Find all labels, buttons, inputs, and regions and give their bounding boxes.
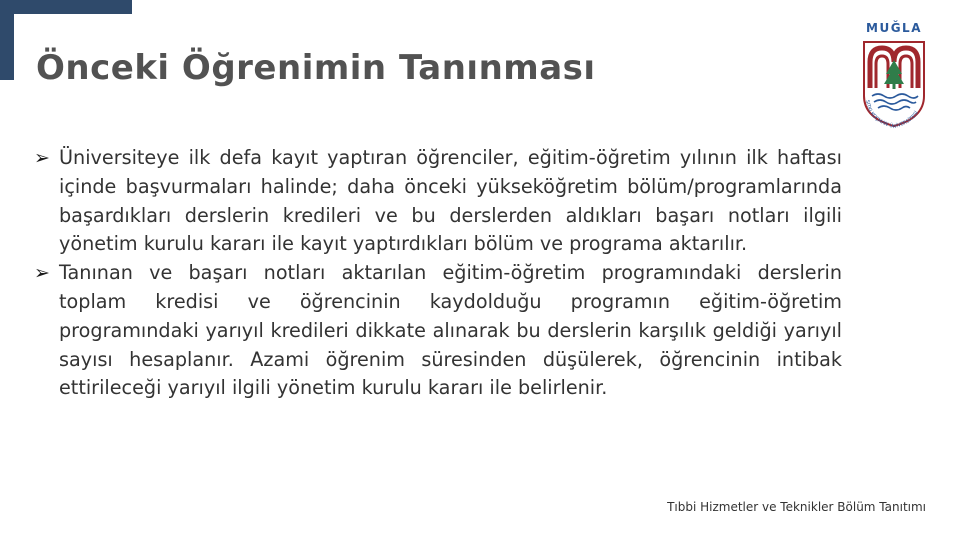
accent-bar-horizontal <box>0 0 132 14</box>
bullet-text: Tanınan ve başarı notları aktarılan eğitim-öğretim programındaki derslerin toplam kredisi ve öğrencinin kaydolduğu programın eğitim-öğretim programındaki yarıyıl kredileri dikkate alınarak bu derslerin karşılık geldiği yarıyıl sayısı hesaplanır. Azami öğrenim süresinden düşülerek, öğrencinin intibak ettirileceği yarıyıl ilgili yönetim kurulu kararı ile belirlenir. <box>59 261 842 400</box>
bullet-item <box>34 144 842 259</box>
logo-ring-text: SITKI KOÇMAN ÜNİVERSİTESİ <box>863 99 920 131</box>
arrow-check-icon: ➢ <box>34 262 50 285</box>
mugla-university-logo-icon <box>858 14 930 132</box>
page-title: Önceki Öğrenimin Tanınması <box>36 48 596 88</box>
logo-top-text: MUĞLA <box>866 21 922 35</box>
slide-body <box>34 144 842 403</box>
bullet-text: Üniversiteye ilk defa kayıt yaptıran öğrenciler, eğitim-öğretim yılının ilk haftası içinde başvurmaları halinde; daha önceki yükseköğretim bölüm/programlarında başardıkları derslerin kredileri ve bu derslerden aldıkları başarı notları ilgili yönetim kurulu kararı ile kayıt yaptırdıkları bölüm ve programa aktarılır. <box>59 146 842 256</box>
footer-text: Tıbbi Hizmetler ve Teknikler Bölüm Tanıtımı <box>667 500 926 514</box>
university-logo <box>858 14 930 132</box>
arrow-check-icon: ➢ <box>34 147 50 169</box>
bullet-item <box>34 259 842 403</box>
